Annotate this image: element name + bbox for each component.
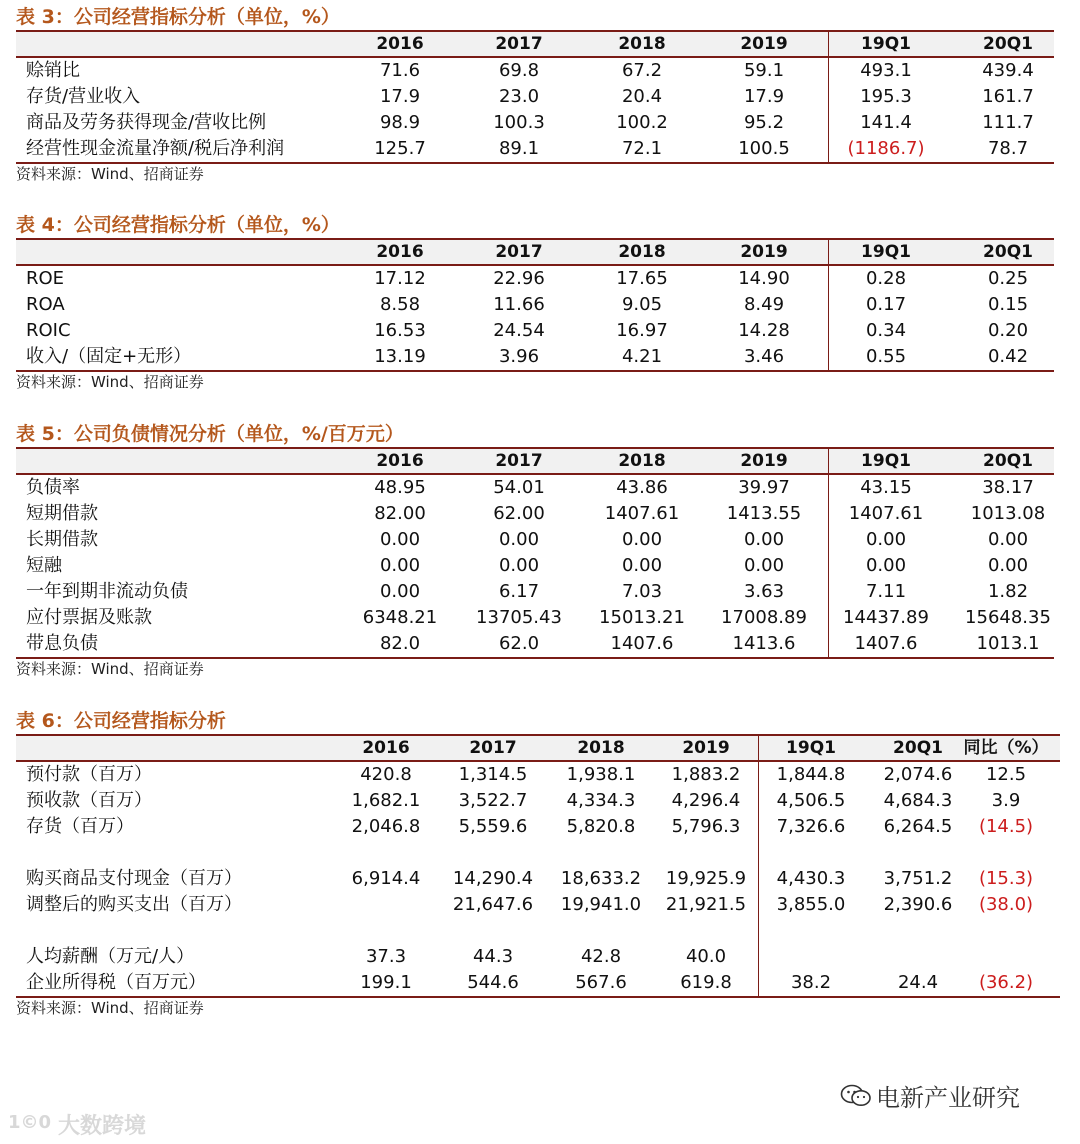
table-cell: 0.00 — [498, 555, 540, 576]
table-cell: 1413.6 — [732, 633, 796, 654]
table-row — [16, 84, 1054, 110]
row-label: 收入/（固定+无形） — [26, 346, 192, 367]
table-cell: 3.96 — [498, 346, 540, 367]
table-row — [16, 762, 1060, 788]
table-cell: 14,290.4 — [452, 868, 534, 889]
table-cell: 0.00 — [621, 555, 663, 576]
table-header-row — [16, 30, 1054, 58]
table-cell: 493.1 — [860, 60, 912, 81]
table-cell: 1407.6 — [854, 633, 918, 654]
table-cell: 0.28 — [865, 268, 907, 289]
table-cell: 3,522.7 — [458, 790, 528, 811]
table-cell: 0.55 — [865, 346, 907, 367]
column-header: 19Q1 — [786, 738, 836, 758]
column-header: 2019 — [740, 451, 788, 471]
table-cell: 161.7 — [982, 86, 1034, 107]
table-row — [16, 136, 1054, 162]
table-cell: 19,925.9 — [665, 868, 747, 889]
table-row — [16, 579, 1054, 605]
column-header: 19Q1 — [861, 34, 911, 54]
table-6-section — [16, 708, 1060, 1018]
table-cell: 4,506.5 — [776, 790, 846, 811]
column-divider — [828, 238, 829, 371]
table-cell: 43.15 — [860, 477, 912, 498]
column-header: 20Q1 — [983, 451, 1033, 471]
table-cell: 3.63 — [743, 581, 785, 602]
table-cell: 62.00 — [493, 503, 545, 524]
table-cell: 13.19 — [374, 346, 426, 367]
column-header: 2016 — [362, 738, 410, 758]
table-cell: 62.0 — [498, 633, 540, 654]
watermark-wechat — [840, 1078, 1020, 1113]
table-cell: 2,046.8 — [351, 816, 421, 837]
table-title: 表 4：公司经营指标分析（单位，%） — [16, 214, 340, 236]
table-row — [16, 110, 1054, 136]
row-label: 预收款（百万） — [26, 790, 152, 811]
table-cell: 37.3 — [365, 946, 407, 967]
column-header: 2017 — [495, 34, 543, 54]
watermark-brand-text: 大数跨境 — [58, 1113, 147, 1139]
table-cell: (1186.7) — [847, 138, 925, 159]
table-cell: 199.1 — [360, 972, 412, 993]
table-cell: 6,264.5 — [883, 816, 953, 837]
table-cell: 13705.43 — [476, 607, 562, 628]
row-label: 购买商品支付现金（百万） — [26, 868, 242, 889]
column-divider — [828, 447, 829, 658]
table-cell: 1,844.8 — [776, 764, 846, 785]
table-cell: (36.2) — [978, 972, 1034, 993]
table-cell: 1407.61 — [604, 503, 680, 524]
table-cell: 0.00 — [865, 529, 907, 550]
column-header: 2016 — [376, 242, 424, 262]
table-cell: 69.8 — [498, 60, 540, 81]
table-row — [16, 970, 1060, 996]
column-header: 2018 — [618, 242, 666, 262]
table-cell: 16.97 — [616, 320, 668, 341]
table-cell: 21,921.5 — [665, 894, 747, 915]
table-cell: 19,941.0 — [560, 894, 642, 915]
table-header-row — [16, 447, 1054, 475]
row-label: ROE — [26, 268, 65, 289]
table-cell: 17.12 — [374, 268, 426, 289]
table-row — [16, 501, 1054, 527]
row-label: 存货（百万） — [26, 816, 134, 837]
table-cell: 6348.21 — [362, 607, 438, 628]
table-cell: 16.53 — [374, 320, 426, 341]
table-5-section — [16, 421, 1054, 679]
table-row — [16, 344, 1054, 370]
column-header: 同比（%） — [963, 738, 1049, 758]
table-cell: 18,633.2 — [560, 868, 642, 889]
table-cell: 6.17 — [498, 581, 540, 602]
table-cell: 111.7 — [982, 112, 1034, 133]
table-cell: 8.49 — [743, 294, 785, 315]
table-cell: 0.25 — [987, 268, 1029, 289]
table-cell: 0.00 — [743, 529, 785, 550]
table-row — [16, 292, 1054, 318]
source-note: 资料来源：Wind、招商证券 — [16, 373, 204, 391]
table-cell: 98.9 — [379, 112, 421, 133]
table-cell: 72.1 — [621, 138, 663, 159]
table-cell: 0.15 — [987, 294, 1029, 315]
table-bottom-rule — [16, 162, 1054, 164]
table-cell: 7.03 — [621, 581, 663, 602]
table-cell: 100.5 — [738, 138, 790, 159]
table-6 — [16, 734, 1060, 998]
row-label: 长期借款 — [26, 529, 98, 550]
table-cell: 0.00 — [379, 581, 421, 602]
table-row — [16, 266, 1054, 292]
table-row — [16, 944, 1060, 970]
column-header: 2016 — [376, 34, 424, 54]
column-header: 2018 — [577, 738, 625, 758]
table-cell: 0.20 — [987, 320, 1029, 341]
table-cell: 3,751.2 — [883, 868, 953, 889]
table-cell: 4.21 — [621, 346, 663, 367]
column-header: 19Q1 — [861, 451, 911, 471]
column-header: 2019 — [740, 242, 788, 262]
column-header: 19Q1 — [861, 242, 911, 262]
table-cell: 89.1 — [498, 138, 540, 159]
table-cell: 24.4 — [897, 972, 939, 993]
table-cell: 17.9 — [743, 86, 785, 107]
table-bottom-rule — [16, 996, 1060, 998]
column-header: 2017 — [495, 242, 543, 262]
row-label: 负债率 — [26, 477, 80, 498]
table-row — [16, 788, 1060, 814]
table-cell: 40.0 — [685, 946, 727, 967]
table-5 — [16, 447, 1054, 659]
table-cell: 5,559.6 — [458, 816, 528, 837]
table-cell: 82.00 — [374, 503, 426, 524]
table-cell: 5,820.8 — [566, 816, 636, 837]
table-cell: 71.6 — [379, 60, 421, 81]
table-cell: 6,914.4 — [351, 868, 421, 889]
row-label: 预付款（百万） — [26, 764, 152, 785]
table-cell: 23.0 — [498, 86, 540, 107]
table-cell: 17.65 — [616, 268, 668, 289]
table-cell: 78.7 — [987, 138, 1029, 159]
table-row — [16, 58, 1054, 84]
table-row — [16, 553, 1054, 579]
table-cell: 39.97 — [738, 477, 790, 498]
column-header: 20Q1 — [983, 34, 1033, 54]
table-bottom-rule — [16, 370, 1054, 372]
table-cell: 1,682.1 — [351, 790, 421, 811]
row-label: 短期借款 — [26, 503, 98, 524]
table-cell: 4,296.4 — [671, 790, 741, 811]
table-cell: 4,334.3 — [566, 790, 636, 811]
row-label: 一年到期非流动负债 — [26, 581, 188, 602]
watermark-brand — [8, 1108, 146, 1140]
brand-logo-icon — [8, 1108, 52, 1140]
table-cell: 0.17 — [865, 294, 907, 315]
watermark-text: 电新产业研究 — [876, 1084, 1020, 1112]
table-cell: 0.00 — [379, 529, 421, 550]
table-cell: 2,390.6 — [883, 894, 953, 915]
table-cell: 100.2 — [616, 112, 668, 133]
table-row — [16, 892, 1060, 918]
table-cell: 9.05 — [621, 294, 663, 315]
column-header: 2019 — [682, 738, 730, 758]
table-row — [16, 866, 1060, 892]
table-title: 表 3：公司经营指标分析（单位，%） — [16, 6, 340, 28]
row-label: 企业所得税（百万元） — [26, 972, 206, 993]
column-header: 2018 — [618, 451, 666, 471]
table-header-row — [16, 238, 1054, 266]
source-note: 资料来源：Wind、招商证券 — [16, 999, 204, 1017]
table-cell: 0.00 — [621, 529, 663, 550]
table-cell: 619.8 — [680, 972, 732, 993]
column-header: 20Q1 — [983, 242, 1033, 262]
table-cell: 1013.08 — [970, 503, 1046, 524]
row-label: 应付票据及账款 — [26, 607, 152, 628]
spacer-row — [16, 840, 1060, 866]
table-cell: 1407.61 — [848, 503, 924, 524]
table-cell: 14.28 — [738, 320, 790, 341]
table-cell: 11.66 — [493, 294, 545, 315]
table-cell: 95.2 — [743, 112, 785, 133]
table-cell: 0.00 — [865, 555, 907, 576]
table-cell: 439.4 — [982, 60, 1034, 81]
table-cell: 3.46 — [743, 346, 785, 367]
source-note: 资料来源：Wind、招商证券 — [16, 660, 204, 678]
table-cell: 195.3 — [860, 86, 912, 107]
table-row — [16, 605, 1054, 631]
table-cell: 125.7 — [374, 138, 426, 159]
table-cell: 1407.6 — [610, 633, 674, 654]
table-cell: 48.95 — [374, 477, 426, 498]
row-label: 存货/营业收入 — [26, 86, 141, 107]
column-divider — [758, 734, 759, 997]
table-cell: 420.8 — [360, 764, 412, 785]
row-label: 商品及劳务获得现金/营收比例 — [26, 112, 267, 133]
row-label: 调整后的购买支出（百万） — [26, 894, 242, 915]
table-3-section — [16, 4, 1054, 184]
table-cell: 82.0 — [379, 633, 421, 654]
table-row — [16, 475, 1054, 501]
row-label: 带息负债 — [26, 633, 98, 654]
table-cell: 54.01 — [493, 477, 545, 498]
column-header: 2019 — [740, 34, 788, 54]
table-cell: 12.5 — [985, 764, 1027, 785]
table-cell: 3.9 — [991, 790, 1021, 811]
table-cell: 7.11 — [865, 581, 907, 602]
table-3 — [16, 30, 1054, 164]
table-bottom-rule — [16, 657, 1054, 659]
row-label: ROIC — [26, 320, 71, 341]
column-header: 20Q1 — [893, 738, 943, 758]
table-cell: 567.6 — [575, 972, 627, 993]
table-cell: 22.96 — [493, 268, 545, 289]
table-cell: 1013.1 — [976, 633, 1040, 654]
table-cell: 141.4 — [860, 112, 912, 133]
table-cell: 544.6 — [467, 972, 519, 993]
column-header: 2018 — [618, 34, 666, 54]
row-label: 赊销比 — [26, 60, 80, 81]
table-cell: 24.54 — [493, 320, 545, 341]
table-cell: 42.8 — [580, 946, 622, 967]
table-cell: 5,796.3 — [671, 816, 741, 837]
table-cell: 44.3 — [472, 946, 514, 967]
table-row — [16, 631, 1054, 657]
column-divider — [828, 30, 829, 163]
table-row — [16, 814, 1060, 840]
table-cell: (38.0) — [978, 894, 1034, 915]
table-header-row — [16, 734, 1060, 762]
table-4-section — [16, 212, 1054, 392]
row-label: ROA — [26, 294, 65, 315]
table-cell: 15013.21 — [599, 607, 685, 628]
table-cell: 14437.89 — [843, 607, 929, 628]
table-row — [16, 527, 1054, 553]
table-cell: 38.17 — [982, 477, 1034, 498]
table-cell: 0.00 — [498, 529, 540, 550]
table-4 — [16, 238, 1054, 372]
table-cell: 15648.35 — [965, 607, 1051, 628]
table-cell: 100.3 — [493, 112, 545, 133]
column-header: 2016 — [376, 451, 424, 471]
table-cell: 0.34 — [865, 320, 907, 341]
table-cell: 3,855.0 — [776, 894, 846, 915]
table-cell: 1,314.5 — [458, 764, 528, 785]
row-label: 短融 — [26, 555, 62, 576]
table-cell: 59.1 — [743, 60, 785, 81]
table-cell: 4,684.3 — [883, 790, 953, 811]
table-cell: 1,938.1 — [566, 764, 636, 785]
table-cell: 7,326.6 — [776, 816, 846, 837]
row-label: 人均薪酬（万元/人） — [26, 946, 195, 967]
table-row — [16, 318, 1054, 344]
table-cell: 1413.55 — [726, 503, 802, 524]
table-cell: 14.90 — [738, 268, 790, 289]
spacer-row — [16, 918, 1060, 944]
table-cell: 0.00 — [987, 529, 1029, 550]
table-cell: 2,074.6 — [883, 764, 953, 785]
table-cell: 17008.89 — [721, 607, 807, 628]
table-cell: 8.58 — [379, 294, 421, 315]
svg-text:1©0: 1©0 — [8, 1112, 52, 1133]
column-header: 2017 — [495, 451, 543, 471]
table-cell: 38.2 — [790, 972, 832, 993]
table-cell: 4,430.3 — [776, 868, 846, 889]
table-cell: (14.5) — [978, 816, 1034, 837]
wechat-icon — [840, 1083, 870, 1109]
table-cell: 0.00 — [379, 555, 421, 576]
table-cell: 0.42 — [987, 346, 1029, 367]
table-cell: 17.9 — [379, 86, 421, 107]
table-cell: 21,647.6 — [452, 894, 534, 915]
table-cell: 0.00 — [987, 555, 1029, 576]
table-cell: 20.4 — [621, 86, 663, 107]
table-cell: 67.2 — [621, 60, 663, 81]
table-cell: 1.82 — [987, 581, 1029, 602]
table-title: 表 6：公司经营指标分析 — [16, 710, 226, 732]
row-label: 经营性现金流量净额/税后净利润 — [26, 138, 285, 159]
column-header: 2017 — [469, 738, 517, 758]
table-cell: 43.86 — [616, 477, 668, 498]
table-cell: 1,883.2 — [671, 764, 741, 785]
source-note: 资料来源：Wind、招商证券 — [16, 165, 204, 183]
table-cell: 0.00 — [743, 555, 785, 576]
table-title: 表 5：公司负债情况分析（单位，%/百万元） — [16, 423, 404, 445]
table-cell: (15.3) — [978, 868, 1034, 889]
